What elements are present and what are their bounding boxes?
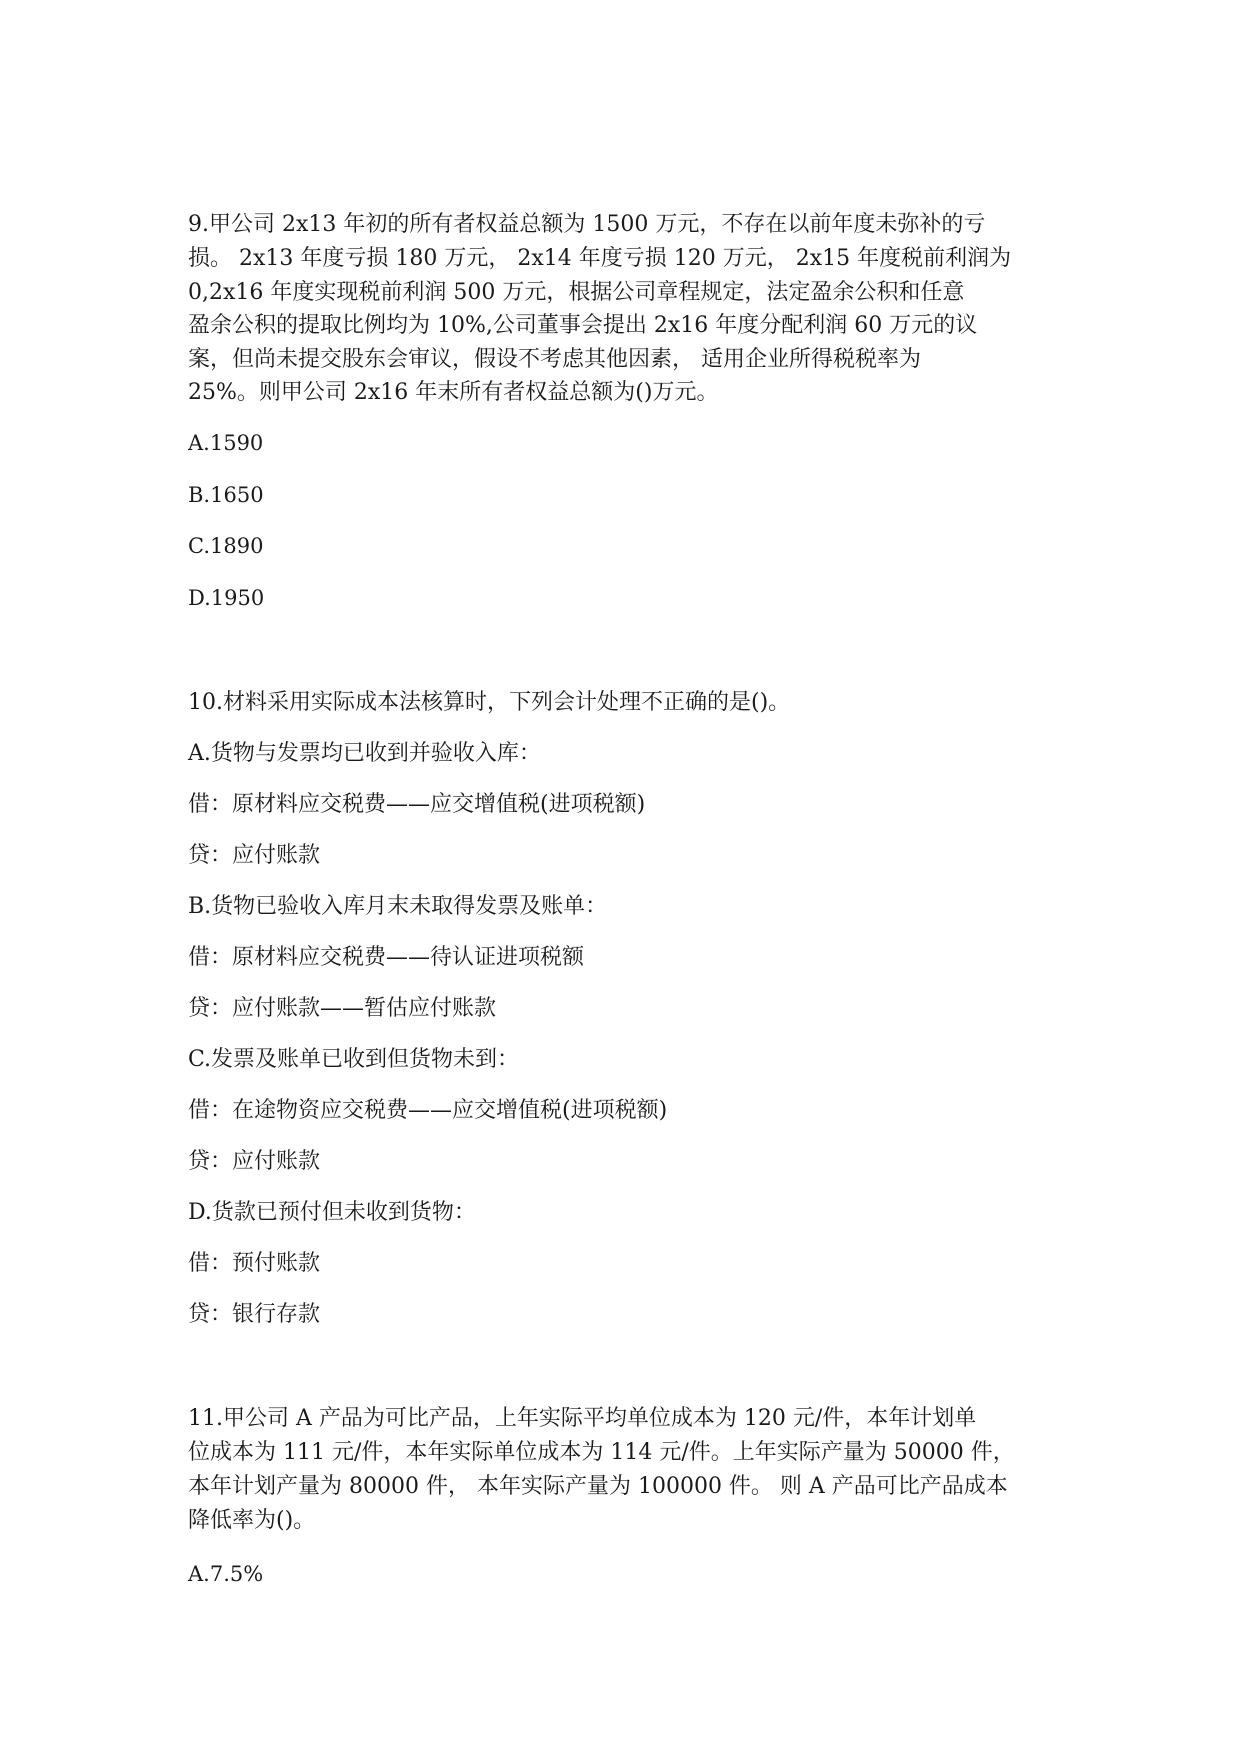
question-9-option-a: A.1590 <box>188 431 264 455</box>
question-9-stem-line-4: 盈余公积的提取比例均为 10%,公司董事会提出 2x16 年度分配利润 60 万元的议 <box>188 313 978 338</box>
question-10-option-c-credit: 贷：应付账款 <box>188 1149 321 1174</box>
question-11-stem-line-1: 11.甲公司 A 产品为可比产品，上年实际平均单位成本为 120 元/件，本年计划单 <box>188 1406 977 1431</box>
question-9-stem-line-3: 0,2x16 年度实现税前利润 500 万元，根据公司章程规定，法定盈余公积和任意 <box>188 280 965 305</box>
question-9-option-d: D.1950 <box>188 586 265 610</box>
question-10-option-c-label: C.发票及账单已收到但货物未到： <box>188 1047 520 1072</box>
question-10-option-b-credit: 贷：应付账款——暂估应付账款 <box>188 996 497 1021</box>
question-10-stem: 10.材料采用实际成本法核算时，下列会计处理不正确的是()。 <box>188 690 791 715</box>
question-10-option-a-credit: 贷：应付账款 <box>188 843 321 868</box>
question-9-stem-line-2: 损。 2x13 年度亏损 180 万元， 2x14 年度亏损 120 万元， 2x15 年度税前利润为 <box>188 246 1012 271</box>
question-10-option-d-label: D.货款已预付但未收到货物： <box>188 1200 476 1225</box>
question-10-option-a-debit: 借：原材料应交税费——应交增值税(进项税额) <box>188 792 646 817</box>
question-10-option-b-debit: 借：原材料应交税费——待认证进项税额 <box>188 945 585 970</box>
question-11-stem-line-3: 本年计划产量为 80000 件， 本年实际产量为 100000 件。 则 A 产品可比产品成本 <box>188 1474 1008 1499</box>
question-9-option-b: B.1650 <box>188 483 264 507</box>
question-10-option-c-debit: 借：在途物资应交税费——应交增值税(进项税额) <box>188 1098 668 1123</box>
question-10-option-d-credit: 贷：银行存款 <box>188 1302 321 1327</box>
question-9-stem-line-1: 9.甲公司 2x13 年初的所有者权益总额为 1500 万元，不存在以前年度未弥补的亏 <box>188 212 986 237</box>
question-9-stem-line-5: 案，但尚未提交股东会审议，假设不考虑其他因素， 适用企业所得税税率为 <box>188 347 921 372</box>
question-11-stem-line-2: 位成本为 111 元/件，本年实际单位成本为 114 元/件。上年实际产量为 50000 件， <box>188 1440 1015 1465</box>
question-10-option-d-debit: 借：预付账款 <box>188 1251 321 1276</box>
question-11-stem-line-4: 降低率为()。 <box>188 1508 316 1533</box>
question-9-stem-line-6: 25%。则甲公司 2x16 年末所有者权益总额为()万元。 <box>188 380 719 405</box>
question-9-option-c: C.1890 <box>188 534 264 558</box>
question-11-option-a: A.7.5% <box>188 1562 264 1586</box>
question-10-option-a-label: A.货物与发票均已收到并验收入库： <box>188 741 541 766</box>
question-10-option-b-label: B.货物已验收入库月末未取得发票及账单： <box>188 894 608 919</box>
